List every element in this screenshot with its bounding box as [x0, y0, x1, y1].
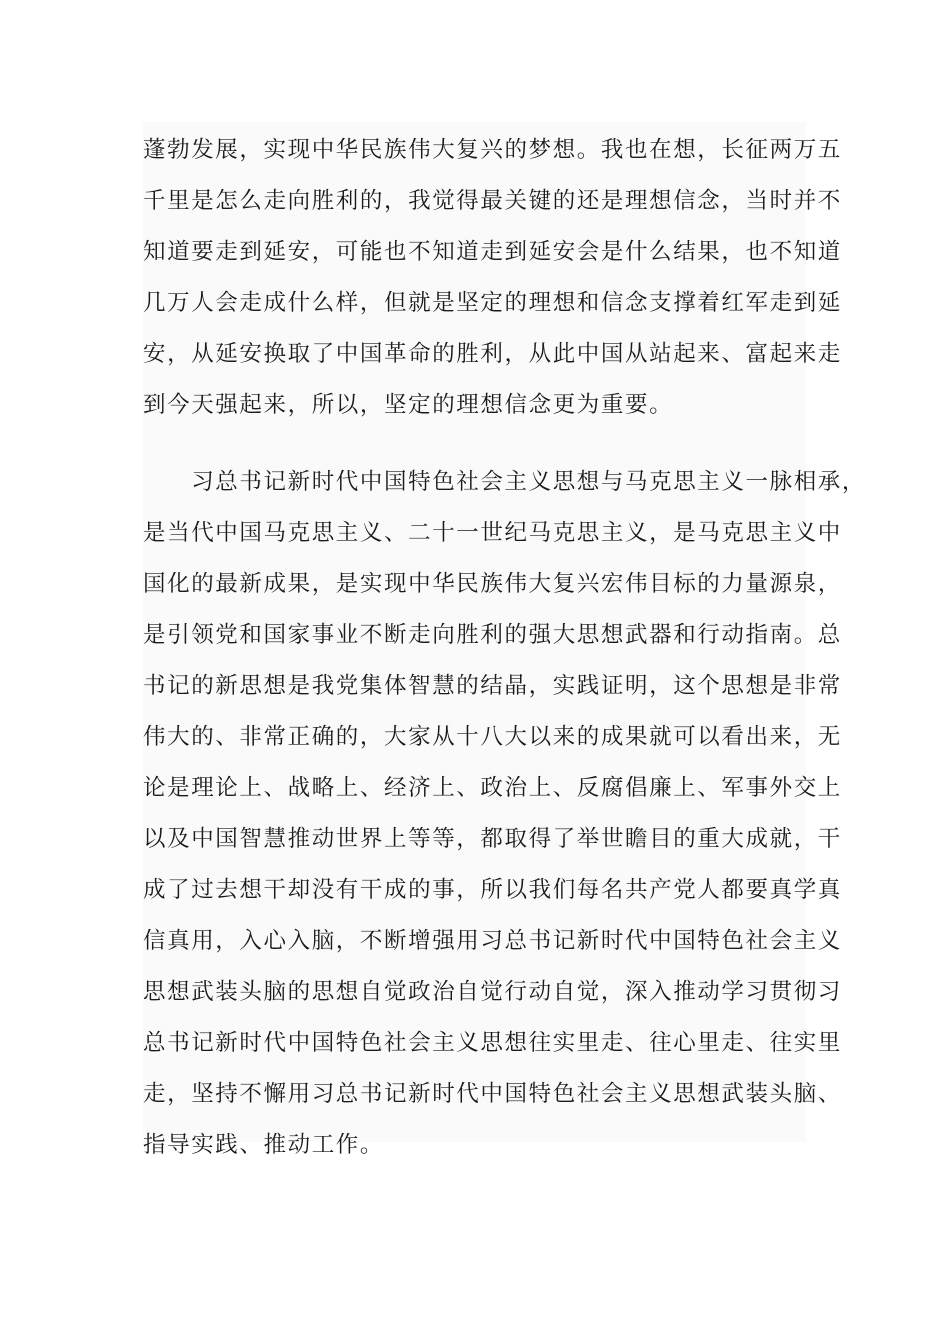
paragraph-line: 指导实践、推动工作。	[143, 1132, 385, 1158]
paragraph-line: 以及中国智慧推动世界上等等，都取得了举世瞻目的重大成就，干	[143, 826, 842, 852]
paragraph-line: 到今天强起来，所以，坚定的理想信念更为重要。	[143, 392, 674, 418]
paragraph-line: 书记的新思想是我党集体智慧的结晶，实践证明，这个思想是非常	[143, 673, 842, 699]
paragraph-line: 国化的最新成果，是实现中华民族伟大复兴宏伟目标的力量源泉，	[143, 571, 842, 597]
paragraph-line: 是当代中国马克思主义、二十一世纪马克思主义，是马克思主义中	[143, 520, 842, 546]
paragraph-line: 安，从延安换取了中国革命的胜利，从此中国从站起来、富起来走	[143, 341, 842, 367]
paragraph-1	[143, 125, 842, 431]
paragraph-2	[143, 457, 867, 1171]
paragraph-line: 论是理论上、战略上、经济上、政治上、反腐倡廉上、军事外交上	[143, 775, 842, 801]
paragraph-line: 走，坚持不懈用习总书记新时代中国特色社会主义思想武装头脑、	[143, 1081, 842, 1107]
paragraph-line: 伟大的、非常正确的，大家从十八大以来的成果就可以看出来，无	[143, 724, 842, 750]
paragraph-line: 成了过去想干却没有干成的事，所以我们每名共产党人都要真学真	[143, 877, 842, 903]
paragraph-line: 习总书记新时代中国特色社会主义思想与马克思主义一脉相承，	[143, 469, 867, 495]
paragraph-line: 千里是怎么走向胜利的，我觉得最关键的还是理想信念，当时并不	[143, 188, 842, 214]
paragraph-line: 几万人会走成什么样，但就是坚定的理想和信念支撑着红军走到延	[143, 290, 842, 316]
paragraph-line: 思想武装头脑的思想自觉政治自觉行动自觉，深入推动学习贯彻习	[143, 979, 842, 1005]
text-block	[143, 122, 867, 1158]
paragraph-line: 总书记新时代中国特色社会主义思想往实里走、往心里走、往实里	[143, 1030, 842, 1056]
paragraph-line: 知道要走到延安，可能也不知道走到延安会是什么结果，也不知道	[143, 239, 842, 265]
paragraph-line: 是引领党和国家事业不断走向胜利的强大思想武器和行动指南。总	[143, 622, 842, 648]
paragraph-line: 蓬勃发展，实现中华民族伟大复兴的梦想。我也在想，长征两万五	[143, 137, 842, 163]
paragraph-line: 信真用，入心入脑，不断增强用习总书记新时代中国特色社会主义	[143, 928, 842, 954]
